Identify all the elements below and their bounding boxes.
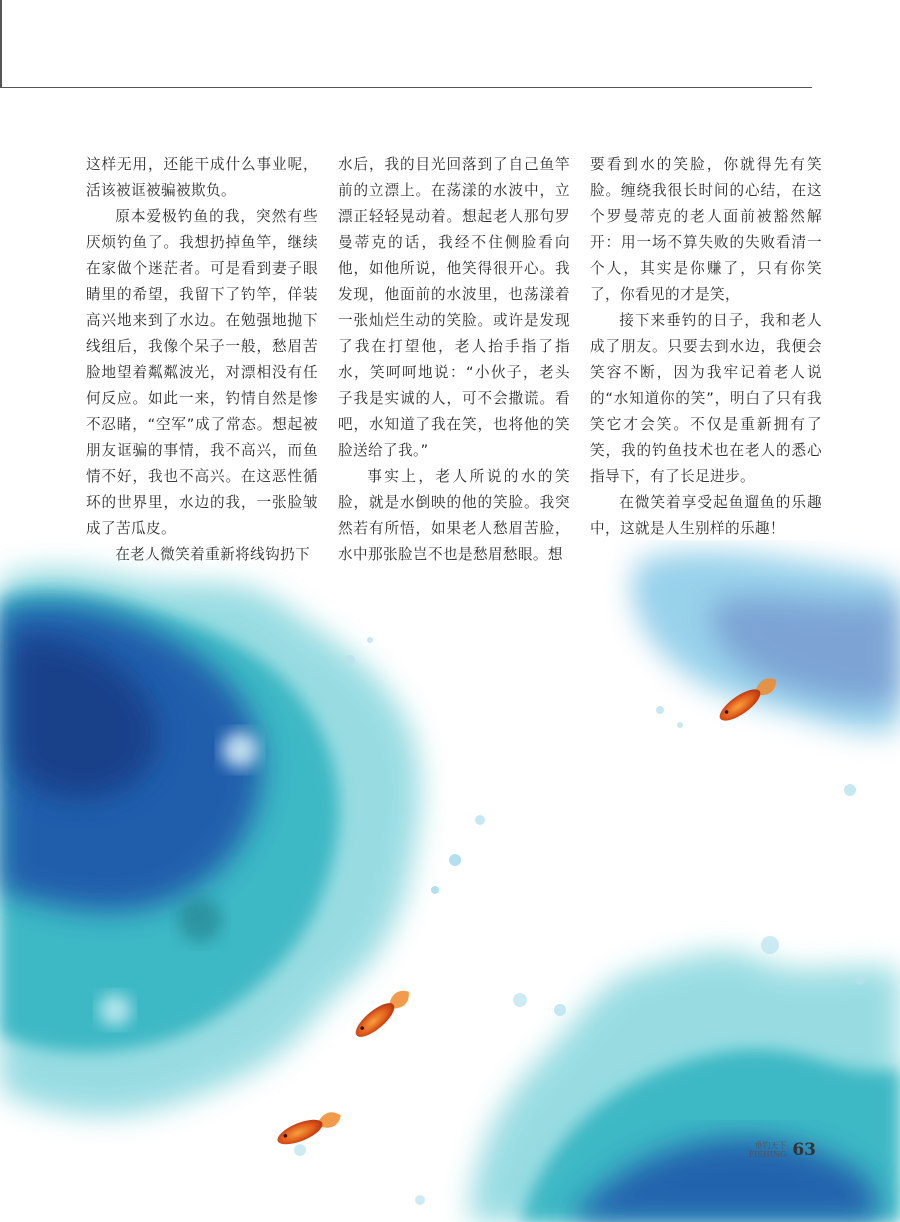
magazine-logo-subtitle: FISHING	[748, 1150, 787, 1159]
article-paragraph: 在老人微笑着重新将线钩扔下	[115, 546, 311, 563]
article-paragraph: 原本爱极钓鱼的我，突然有些厌烦钓鱼了。我想扔掉鱼竿，继续在家做个迷茫者。可是看到妻子眼睛里的希望，我留下了钓竿，佯装高兴地来到了水边。在勉强地抛下线组后，我像个呆子一般，愁眉苦脸地望着粼粼波光，对漂相没有任何反应。如此一来，钓情自然是惨不忍睹，“空军”成了常态。想起被朋友诓骗的事情，我不高兴，而鱼情不好，我也不高兴。在这恶性循环的世界里，水边的我，一张脸皱成了苦瓜皮。	[86, 208, 318, 537]
text-column-3	[590, 152, 822, 542]
text-column-2	[338, 152, 570, 568]
page-footer	[749, 1140, 816, 1160]
page-number: 63	[792, 1140, 816, 1160]
article-paragraph: 在微笑着享受起鱼遛鱼的乐趣中，这就是人生别样的乐趣！	[590, 494, 822, 537]
article-paragraph: 事实上，老人所说的水的笑脸，就是水倒映的他的笑脸。我突然若有所悟，如果老人愁眉苦脸，水中那张脸岂不也是愁眉愁眼。想	[338, 468, 570, 563]
magazine-logo	[749, 1141, 787, 1159]
header-left-rule	[0, 0, 2, 88]
magazine-logo-name: 垂钓天下	[754, 1141, 787, 1150]
goldfish-middle	[351, 985, 415, 1042]
left-ink-splash	[0, 568, 527, 1205]
article-paragraph: 水后，我的目光回落到了自己鱼竿前的立漂上。在荡漾的水波中，立漂正轻轻晃动着。想起老人那句罗曼蒂克的话，我经不住侧脸看向他，如他所说，他笑得很开心。我发现，他面前的水波里，也荡漾着一张灿烂生动的笑脸。或许是发现了我在打望他，老人抬手指了指水，笑呵呵地说：“小伙子，老头子我是实诚的人，可不会撒谎。看吧，水知道了我在笑，也将他的笑脸送给了我。”	[338, 156, 570, 459]
article-paragraph: 这样无用，还能干成什么事业呢，活该被诓被骗被欺负。	[86, 156, 318, 199]
article-paragraph: 要看到水的笑脸，你就得先有笑脸。缠绕我很长时间的心结，在这个罗曼蒂克的老人面前被豁然解开：用一场不算失败的失败看清一个人，其实是你赚了，只有你笑了，你看见的才是笑，	[590, 156, 822, 303]
watercolor-illustration	[0, 540, 900, 1222]
goldfish-bottom	[274, 1107, 344, 1149]
article-paragraph: 接下来垂钓的日子，我和老人成了朋友。只要去到水边，我便会笑容不断，因为我牢记着老人说的“水知道你的笑”，明白了只有我笑它才会笑。不仅是重新拥有了笑，我的钓鱼技术也在老人的悉心指导下，有了长足进步。	[590, 312, 822, 485]
bottom-right-ink-splash	[470, 936, 900, 1222]
top-right-ink-splash	[632, 551, 900, 796]
text-column-1	[86, 152, 318, 568]
header-rule	[0, 87, 812, 88]
